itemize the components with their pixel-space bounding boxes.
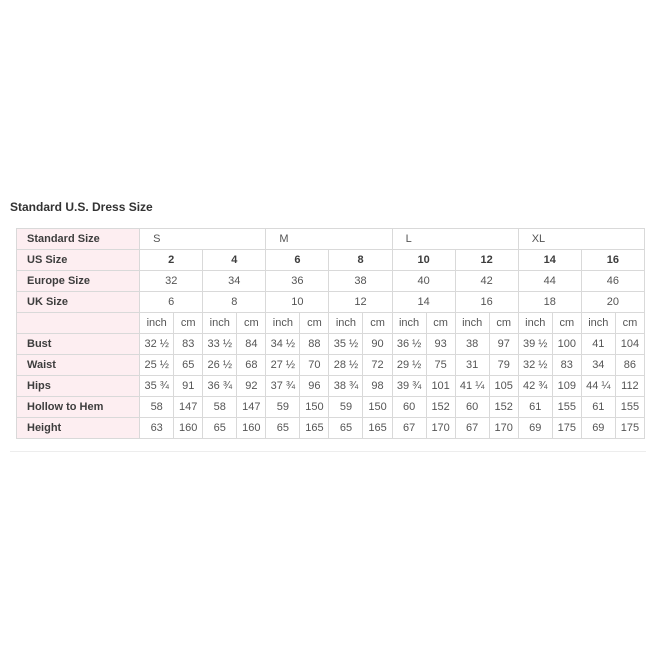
unit-header-cm: cm — [363, 313, 392, 334]
unit-header-cm: cm — [237, 313, 266, 334]
unit-header-cm: cm — [300, 313, 329, 334]
measure-value: 42 ¾ — [518, 376, 552, 397]
measure-value: 155 — [552, 397, 581, 418]
size-value: 18 — [518, 292, 581, 313]
measure-value: 39 ½ — [518, 334, 552, 355]
measure-value: 83 — [174, 334, 203, 355]
row-label-standard-size: Standard Size — [17, 229, 140, 250]
measure-value: 27 ½ — [266, 355, 300, 376]
measure-value: 65 — [174, 355, 203, 376]
standard-size-value: XL — [518, 229, 644, 250]
measure-value: 150 — [300, 397, 329, 418]
measure-value: 147 — [237, 397, 266, 418]
measure-value: 170 — [426, 418, 455, 439]
measure-value: 58 — [140, 397, 174, 418]
measure-value: 65 — [203, 418, 237, 439]
size-value: 6 — [140, 292, 203, 313]
measure-value: 152 — [489, 397, 518, 418]
unit-header-inch: inch — [203, 313, 237, 334]
measure-value: 83 — [552, 355, 581, 376]
measure-value: 29 ½ — [392, 355, 426, 376]
size-value: 38 — [329, 271, 392, 292]
measure-value: 39 ¾ — [392, 376, 426, 397]
measure-value: 175 — [615, 418, 644, 439]
size-value: 40 — [392, 271, 455, 292]
measure-value: 69 — [518, 418, 552, 439]
unit-header-inch: inch — [140, 313, 174, 334]
row-label: Hips — [17, 376, 140, 397]
measure-value: 170 — [489, 418, 518, 439]
measure-row — [17, 418, 645, 439]
measure-value: 44 ¼ — [581, 376, 615, 397]
unit-header-inch: inch — [518, 313, 552, 334]
measure-value: 155 — [615, 397, 644, 418]
table-bottom-divider — [10, 451, 646, 452]
measure-value: 34 ½ — [266, 334, 300, 355]
measure-value: 90 — [363, 334, 392, 355]
measure-value: 112 — [615, 376, 644, 397]
unit-header-row — [17, 313, 645, 334]
measure-value: 41 ¼ — [455, 376, 489, 397]
unit-header-cm: cm — [615, 313, 644, 334]
measure-value: 150 — [363, 397, 392, 418]
measure-value: 165 — [300, 418, 329, 439]
measure-value: 84 — [237, 334, 266, 355]
unit-row-spacer — [17, 313, 140, 334]
size-value: 8 — [329, 250, 392, 271]
standard-size-value: M — [266, 229, 392, 250]
measure-value: 38 — [455, 334, 489, 355]
size-value: 34 — [203, 271, 266, 292]
measure-value: 60 — [392, 397, 426, 418]
size-row — [17, 271, 645, 292]
page-title: Standard U.S. Dress Size — [10, 200, 153, 214]
unit-header-inch: inch — [455, 313, 489, 334]
measure-value: 160 — [174, 418, 203, 439]
size-row — [17, 292, 645, 313]
size-value: 2 — [140, 250, 203, 271]
measure-value: 38 ¾ — [329, 376, 363, 397]
measure-value: 152 — [426, 397, 455, 418]
row-label: Height — [17, 418, 140, 439]
measure-value: 92 — [237, 376, 266, 397]
row-label: Hollow to Hem — [17, 397, 140, 418]
measure-value: 32 ½ — [140, 334, 174, 355]
measure-value: 61 — [581, 397, 615, 418]
measure-value: 41 — [581, 334, 615, 355]
measure-value: 104 — [615, 334, 644, 355]
unit-header-inch: inch — [392, 313, 426, 334]
size-value: 14 — [518, 250, 581, 271]
row-label: Europe Size — [17, 271, 140, 292]
size-value: 32 — [140, 271, 203, 292]
measure-value: 61 — [518, 397, 552, 418]
measure-value: 67 — [392, 418, 426, 439]
measure-value: 98 — [363, 376, 392, 397]
size-value: 10 — [392, 250, 455, 271]
size-value: 10 — [266, 292, 329, 313]
measure-value: 79 — [489, 355, 518, 376]
measure-row — [17, 355, 645, 376]
measure-value: 105 — [489, 376, 518, 397]
measure-value: 147 — [174, 397, 203, 418]
measure-value: 65 — [266, 418, 300, 439]
unit-header-cm: cm — [174, 313, 203, 334]
row-label: Bust — [17, 334, 140, 355]
unit-header-cm: cm — [552, 313, 581, 334]
size-value: 12 — [329, 292, 392, 313]
measure-value: 26 ½ — [203, 355, 237, 376]
measure-row — [17, 376, 645, 397]
measure-row — [17, 397, 645, 418]
measure-value: 65 — [329, 418, 363, 439]
measure-value: 72 — [363, 355, 392, 376]
size-value: 20 — [581, 292, 644, 313]
standard-size-row — [17, 229, 645, 250]
standard-size-value: S — [140, 229, 266, 250]
measure-value: 160 — [237, 418, 266, 439]
measure-value: 75 — [426, 355, 455, 376]
unit-header-cm: cm — [489, 313, 518, 334]
measure-value: 97 — [489, 334, 518, 355]
measure-value: 28 ½ — [329, 355, 363, 376]
size-value: 8 — [203, 292, 266, 313]
measure-value: 88 — [300, 334, 329, 355]
measure-value: 109 — [552, 376, 581, 397]
size-row — [17, 250, 645, 271]
size-value: 14 — [392, 292, 455, 313]
measure-value: 33 ½ — [203, 334, 237, 355]
size-chart-body — [17, 229, 645, 439]
measure-value: 165 — [363, 418, 392, 439]
measure-value: 63 — [140, 418, 174, 439]
measure-value: 68 — [237, 355, 266, 376]
size-value: 4 — [203, 250, 266, 271]
size-chart-table — [16, 228, 645, 439]
measure-value: 96 — [300, 376, 329, 397]
measure-value: 86 — [615, 355, 644, 376]
measure-value: 25 ½ — [140, 355, 174, 376]
measure-value: 59 — [329, 397, 363, 418]
measure-value: 36 ¾ — [203, 376, 237, 397]
size-value: 42 — [455, 271, 518, 292]
row-label: UK Size — [17, 292, 140, 313]
measure-value: 69 — [581, 418, 615, 439]
size-value: 6 — [266, 250, 329, 271]
unit-header-inch: inch — [581, 313, 615, 334]
unit-header-inch: inch — [329, 313, 363, 334]
measure-value: 35 ½ — [329, 334, 363, 355]
measure-value: 101 — [426, 376, 455, 397]
measure-value: 175 — [552, 418, 581, 439]
measure-value: 35 ¾ — [140, 376, 174, 397]
measure-value: 32 ½ — [518, 355, 552, 376]
measure-value: 59 — [266, 397, 300, 418]
size-value: 16 — [455, 292, 518, 313]
unit-header-inch: inch — [266, 313, 300, 334]
size-value: 12 — [455, 250, 518, 271]
size-value: 46 — [581, 271, 644, 292]
measure-value: 70 — [300, 355, 329, 376]
measure-value: 37 ¾ — [266, 376, 300, 397]
size-value: 44 — [518, 271, 581, 292]
size-value: 16 — [581, 250, 644, 271]
measure-value: 36 ½ — [392, 334, 426, 355]
measure-value: 58 — [203, 397, 237, 418]
measure-value: 34 — [581, 355, 615, 376]
standard-size-value: L — [392, 229, 518, 250]
size-value: 36 — [266, 271, 329, 292]
measure-row — [17, 334, 645, 355]
measure-value: 60 — [455, 397, 489, 418]
measure-value: 31 — [455, 355, 489, 376]
unit-header-cm: cm — [426, 313, 455, 334]
measure-value: 93 — [426, 334, 455, 355]
measure-value: 100 — [552, 334, 581, 355]
row-label: US Size — [17, 250, 140, 271]
measure-value: 67 — [455, 418, 489, 439]
row-label: Waist — [17, 355, 140, 376]
measure-value: 91 — [174, 376, 203, 397]
